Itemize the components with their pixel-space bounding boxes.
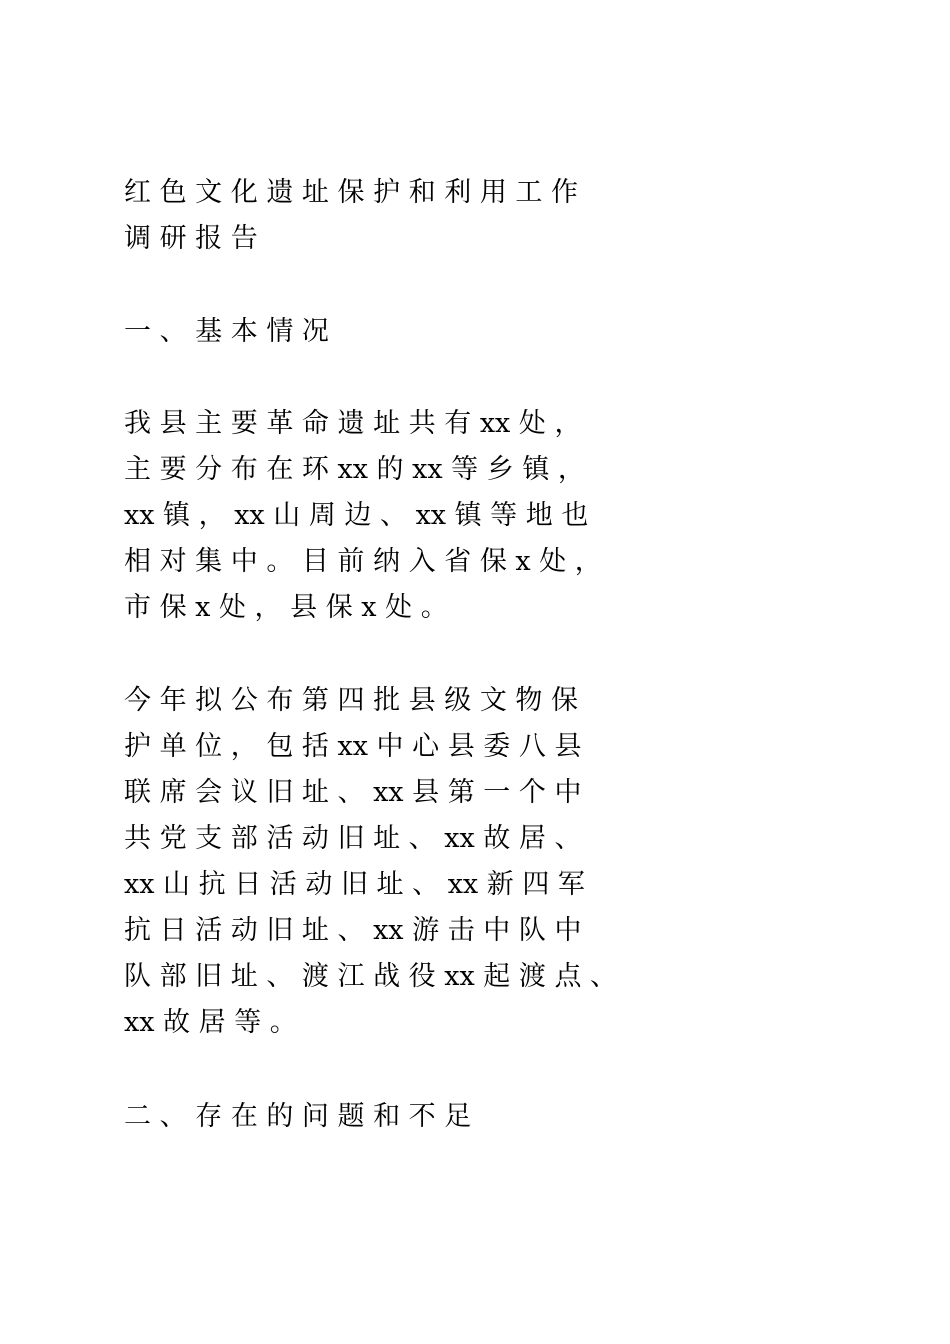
paragraph-2-line-4: 共 党 支 部 活 动 旧 址 、 xx 故 居 、 [124, 823, 582, 854]
section-heading-1-text: 一 、 基 本 情 况 [124, 316, 329, 347]
heading-line [124, 309, 864, 355]
paragraph-line [124, 724, 864, 770]
paragraph-basic-info [124, 401, 864, 631]
paragraph-line [124, 816, 864, 862]
title-line-2-text: 调 研 报 告 [124, 223, 258, 254]
paragraph-2-line-1: 今 年 拟 公 布 第 四 批 县 级 文 物 保 [124, 685, 578, 716]
paragraph-2-line-5: xx 山 抗 日 活 动 旧 址 、 xx 新 四 军 [124, 869, 585, 900]
paragraph-1-line-2: 主 要 分 布 在 环 xx 的 xx 等 乡 镇 ， [124, 454, 585, 485]
paragraph-2-line-7: 队 部 旧 址 、 渡 江 战 役 xx 起 渡 点 、 [124, 961, 618, 992]
paragraph-2-line-6: 抗 日 活 动 旧 址 、 xx 游 击 中 队 中 [124, 915, 582, 946]
paragraph-line [124, 493, 864, 539]
heading-line [124, 1094, 864, 1140]
paragraph-1-line-1: 我 县 主 要 革 命 遗 址 共 有 xx 处 ， [124, 408, 582, 439]
paragraph-line [124, 539, 864, 585]
paragraph-line [124, 1000, 864, 1046]
paragraph-2-line-8: xx 故 居 等 。 [124, 1007, 297, 1038]
paragraph-line [124, 585, 864, 631]
section-heading-1 [124, 309, 864, 355]
paragraph-1-line-5: 市 保 x 处 ， 县 保 x 处 。 [124, 592, 448, 623]
paragraph-line [124, 954, 864, 1000]
paragraph-line [124, 770, 864, 816]
paragraph-2-line-2: 护 单 位 ， 包 括 xx 中 心 县 委 八 县 [124, 731, 582, 762]
paragraph-protection-units [124, 678, 864, 1046]
paragraph-1-line-4: 相 对 集 中 。 目 前 纳 入 省 保 x 处 ， [124, 546, 602, 577]
paragraph-1-line-3: xx 镇 ， xx 山 周 边 、 xx 镇 等 地 也 [124, 500, 589, 531]
paragraph-line [124, 447, 864, 493]
title-line [124, 170, 864, 216]
paragraph-2-line-3: 联 席 会 议 旧 址 、 xx 县 第 一 个 中 [124, 777, 582, 808]
section-heading-2 [124, 1094, 864, 1140]
section-heading-2-text: 二 、 存 在 的 问 题 和 不 足 [124, 1101, 472, 1132]
paragraph-line [124, 678, 864, 724]
paragraph-line [124, 908, 864, 954]
title-line-1-text: 红 色 文 化 遗 址 保 护 和 利 用 工 作 [124, 177, 578, 208]
paragraph-line [124, 862, 864, 908]
paragraph-line [124, 401, 864, 447]
document-title [124, 170, 864, 262]
title-line [124, 216, 864, 262]
